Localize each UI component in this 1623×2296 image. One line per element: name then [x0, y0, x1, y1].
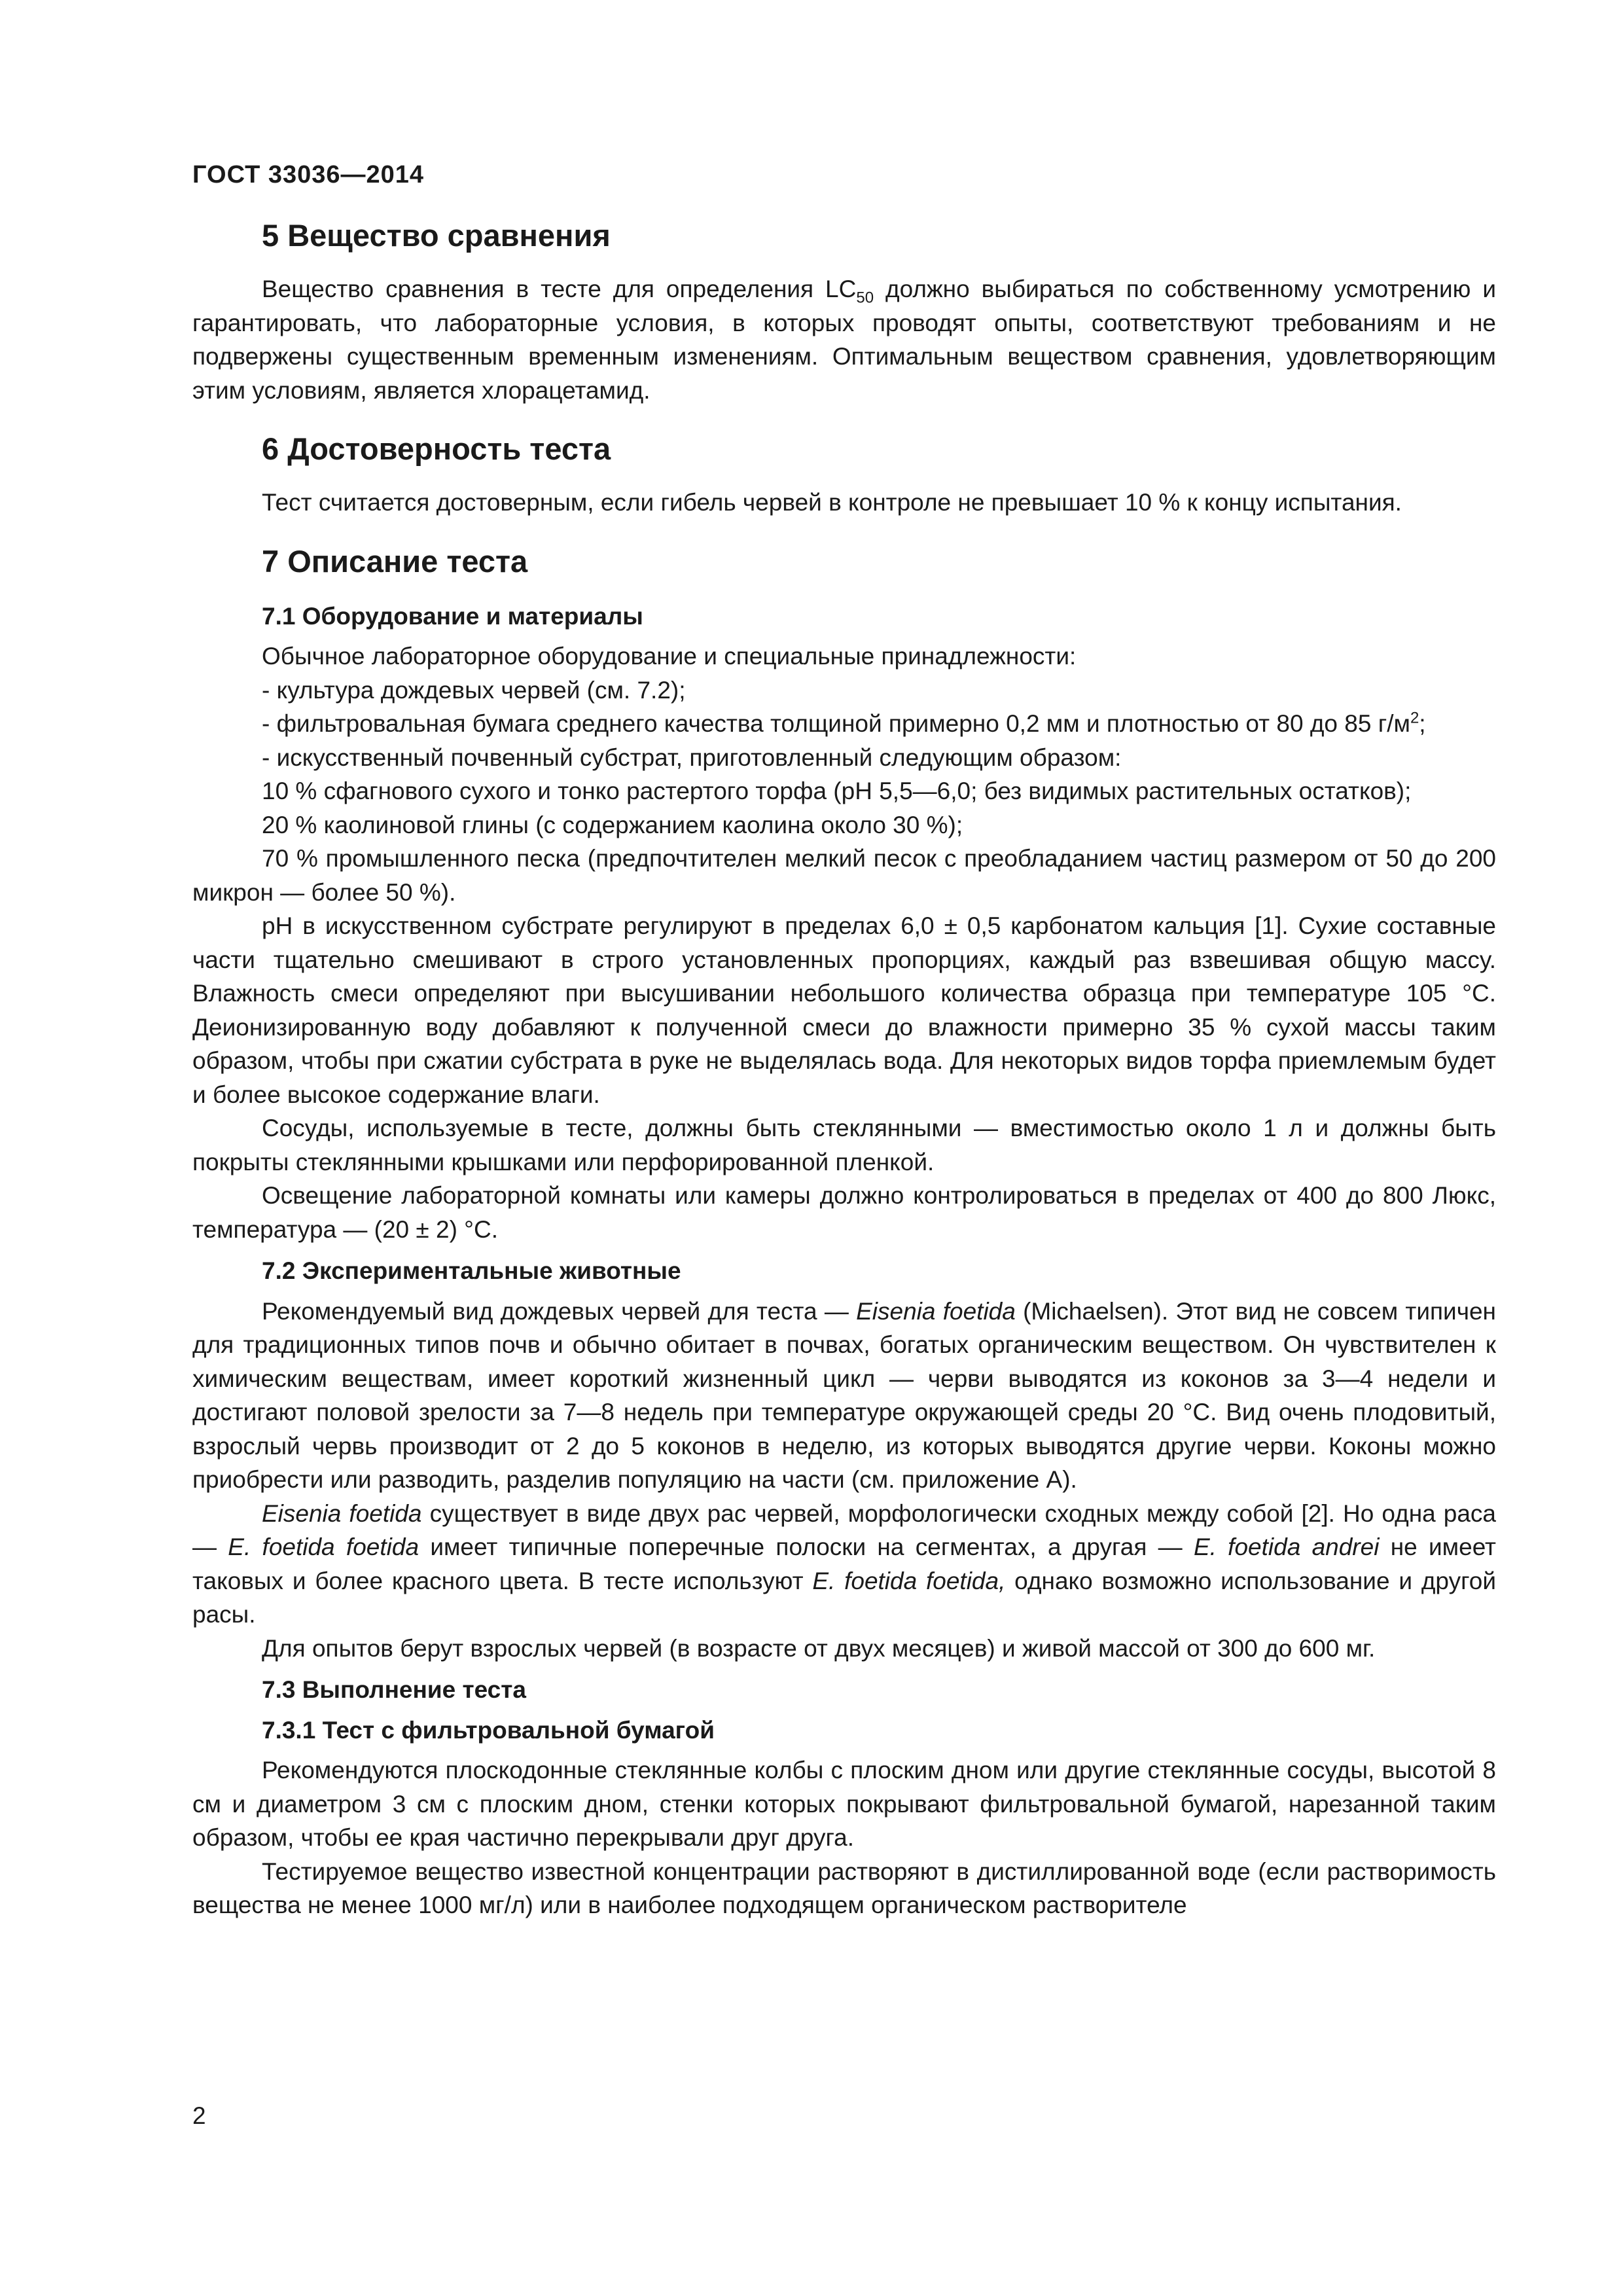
section-7-2-heading: 7.2 Экспериментальные животные	[262, 1257, 681, 1284]
section-5-heading: 5 Вещество сравнения	[262, 218, 611, 253]
list-item: - фильтровальная бумага среднего качества толщиной примерно 0,2 мм и плотностью от 80 до 85 $г/м^2$;	[262, 709, 1426, 737]
paragraph: pH в искусственном субстрате регулируют в пределах 6,0 ± 0,5 карбонатом кальция [1]. Сухие составные части тщательно смешивают в строго установленных пропорциях, каждый раз взвешивая общую массу. Влажность смеси определяют при высушивании небольшого количества образца при температуре 105 °C. Деионизированную воду добавляют к полученной смеси до влажности примерно 35 % сухой массы таким образом, чтобы при сжатии субстрата в руке не выделялась вода. Для некоторых видов торфа приемлемым будет и более высокое содержание влаги.	[192, 912, 1496, 1108]
section-7-3-1-heading: 7.3.1 Тест с фильтровальной бумагой	[262, 1716, 715, 1744]
paragraph: Eisenia foetida существует в виде двух рас червей, морфологически сходных между собой [2]. Но одна раса — E. foetida foetida имеет типичные поперечные полоски на сегментах, а другая — E. foetida andrei не имеет таковых и более красного цвета. В тесте используют E. foetida foetida, однако возможно использование и другой расы.	[192, 1499, 1496, 1628]
paragraph: Обычное лабораторное оборудование и специальные принадлежности:	[262, 643, 1077, 670]
paragraph: Для опытов берут взрослых червей (в возрасте от двух месяцев) и живой массой от 300 до 600 мг.	[262, 1634, 1376, 1662]
paragraph: Освещение лабораторной комнаты или камеры должно контролироваться в пределах от 400 до 800 Люкс, температура — (20 ± 2) °C.	[192, 1182, 1496, 1243]
list-item: - искусственный почвенный субстрат, приготовленный следующим образом:	[262, 744, 1122, 771]
document-body	[192, 216, 1496, 1922]
section-7-heading: 7 Описание теста	[262, 543, 528, 579]
paragraph: Тестируемое вещество известной концентрации растворяют в дистиллированной воде (если растворимость вещества не менее 1000 мг/л) или в наиболее подходящем органическом растворителе	[192, 1857, 1496, 1918]
section-7-3-heading: 7.3 Выполнение теста	[262, 1676, 526, 1703]
paragraph: Рекомендуются плоскодонные стеклянные колбы с плоским дном или другие стеклянные сосуды, высотой 8 см и диаметром 3 см с плоским дном, стенки которых покрывают фильтровальной бумагой, нарезанной таким образом, чтобы ее края частично перекрывали друг друга.	[192, 1757, 1496, 1851]
paragraph: 10 % сфагнового сухого и тонко растертого торфа (pH 5,5—6,0; без видимых растительных остатков);	[262, 778, 1412, 804]
paragraph: Сосуды, используемые в тесте, должны быть стеклянными — вместимостью около 1 л и должны быть покрыты стеклянными крышками или перфорированной пленкой.	[192, 1115, 1496, 1175]
list-item: - культура дождевых червей (см. 7.2);	[262, 676, 686, 704]
page-number: 2	[192, 2102, 206, 2129]
section-5-paragraph: Вещество сравнения в тесте для определения $LC_{50}$ должно выбираться по собственному усмотрению и гарантировать, что лабораторные условия, в которых проводят опыты, соответствуют требованиям и не подвержены существенным временным изменениям. Оптимальным веществом сравнения, удовлетворяющим этим условиям, является хлорацетамид.	[192, 276, 1496, 404]
standard-header: ГОСТ 33036—2014	[192, 161, 425, 188]
paragraph: 20 % каолиновой глины (с содержанием каолина около 30 %);	[262, 811, 963, 838]
section-6-paragraph: Тест считается достоверным, если гибель червей в контроле не превышает 10 % к концу испытания.	[262, 489, 1402, 516]
section-7-1-heading: 7.1 Оборудование и материалы	[262, 602, 643, 630]
section-6-heading: 6 Достоверность теста	[262, 431, 611, 466]
paragraph: 70 % промышленного песка (предпочтителен мелкий песок с преобладанием частиц размером от 50 до 200 микрон — более 50 %).	[192, 845, 1496, 906]
paragraph: Рекомендуемый вид дождевых червей для теста — Eisenia foetida (Michaelsen). Этот вид не совсем типичен для традиционных типов почв и обычно обитает в почвах, богатых органическим веществом. Он чувствителен к химическим веществам, имеет короткий жизненный цикл — черви выводятся из коконов за 3—4 недели и достигают половой зрелости за 7—8 недель при температуре окружающей среды 20 °C. Вид очень плодовитый, взрослый червь производит от 2 до 5 коконов в неделю, из которых выводятся другие черви. Коконы можно приобрести или разводить, разделив популяцию на части (см. приложение А).	[192, 1297, 1496, 1493]
